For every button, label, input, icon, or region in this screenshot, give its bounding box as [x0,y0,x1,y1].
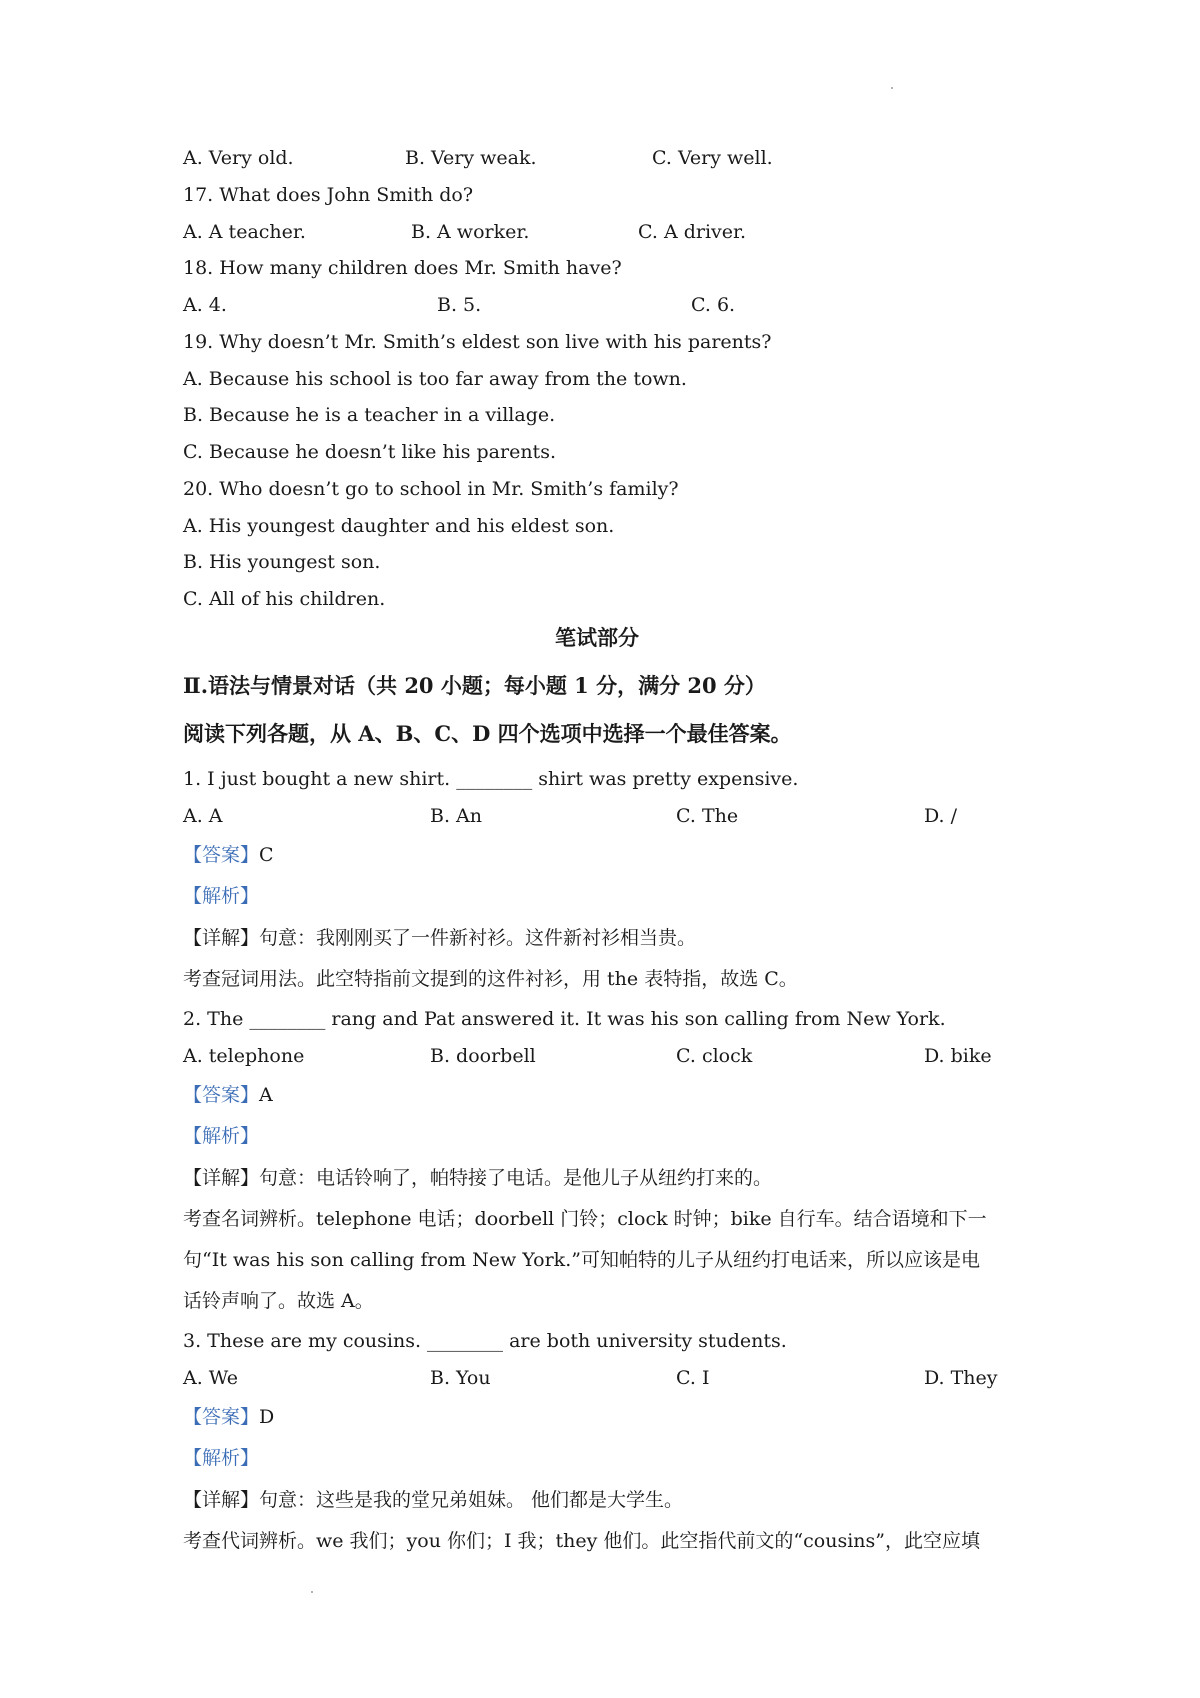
w1-option-b: B. An [430,805,482,827]
q20-option-b: B. His youngest son. [183,551,381,573]
section-title: 笔试部分 [555,625,639,650]
w2-option-d: D. bike [924,1045,992,1067]
q20-option-c: C. All of his children. [183,588,386,610]
w2-answer-line [183,1083,273,1107]
w2-option-c: C. clock [676,1045,753,1067]
w2-analysis-tag: 【解析】 [183,1125,260,1147]
w2-explanation-2: 句“It was his son calling from New York.”可知帕特的儿子从纽约打电话来，所以应该是电 [183,1249,980,1271]
q16-option-a: A. Very old. [183,147,294,169]
q17-option-c: C. A driver. [638,221,747,243]
w2-explanation-3: 话铃声响了。故选 A。 [183,1290,374,1312]
w1-detail: 句意：我刚刚买了一件新衬衫。这件新衬衫相当贵。 [259,927,697,949]
section2-title: Ⅱ.语法与情景对话（共 20 小题；每小题 1 分，满分 20 分） [183,673,766,698]
section2-instruction: 阅读下列各题，从 A、B、C、D 四个选项中选择一个最佳答案。 [183,721,792,746]
q20-option-a: A. His youngest daughter and his eldest son. [183,515,615,537]
w3-explanation: 考查代词辨析。we 我们；you 你们；I 我；they 他们。此空指代前文的“cousins”，此空应填 [183,1530,980,1552]
w2-detail-tag: 【详解】 [183,1167,260,1189]
w2-answer: A [259,1084,273,1106]
w1-analysis-tag: 【解析】 [183,885,260,907]
q16-option-c: C. Very well. [652,147,773,169]
w3-detail-tag: 【详解】 [183,1489,260,1511]
w2-option-b: B. doorbell [430,1045,536,1067]
w1-answer-tag: 【答案】 [183,844,260,866]
w2-detail-line [183,1166,772,1190]
w3-detail: 句意：这些是我的堂兄弟姐妹。 他们都是大学生。 [259,1489,684,1511]
w2-explanation-1: 考查名词辨析。telephone 电话；doorbell 门铃；clock 时钟；bike 自行车。结合语境和下一 [183,1208,987,1230]
w1-option-a: A. A [183,805,223,827]
w3-option-a: A. We [183,1367,239,1389]
w3-option-c: C. I [676,1367,710,1389]
w1-answer-line [183,843,274,867]
w3-option-d: D. They [924,1367,998,1389]
w3-answer-tag: 【答案】 [183,1406,260,1428]
w2-detail: 句意：电话铃响了，帕特接了电话。是他儿子从纽约打来的。 [259,1167,773,1189]
w3-answer: D [259,1406,275,1428]
w1-answer: C [259,844,274,866]
scan-dot-bottom [311,1591,313,1593]
w1-option-d: D. / [924,805,958,827]
w2-option-a: A. telephone [183,1045,305,1067]
q20-question: 20. Who doesn’t go to school in Mr. Smith’s family? [183,478,679,500]
w1-detail-tag: 【详解】 [183,927,260,949]
w2-question: 2. The ________ rang and Pat answered it. It was his son calling from New York. [183,1008,946,1030]
w3-analysis-tag: 【解析】 [183,1447,260,1469]
q17-option-a: A. A teacher. [183,221,306,243]
w1-explanation: 考查冠词用法。此空特指前文提到的这件衬衫，用 the 表特指，故选 C。 [183,968,798,990]
q19-option-a: A. Because his school is too far away from the town. [183,368,687,390]
w3-option-b: B. You [430,1367,491,1389]
q18-option-a: A. 4. [183,294,227,316]
w2-answer-tag: 【答案】 [183,1084,260,1106]
w3-question: 3. These are my cousins. ________ are both university students. [183,1330,787,1352]
q18-option-b: B. 5. [437,294,482,316]
q18-option-c: C. 6. [691,294,736,316]
q17-option-b: B. A worker. [411,221,530,243]
w1-detail-line [183,926,696,950]
q18-question: 18. How many children does Mr. Smith have? [183,257,622,279]
q19-option-b: B. Because he is a teacher in a village. [183,404,556,426]
q17-question: 17. What does John Smith do? [183,184,474,206]
w1-question: 1. I just bought a new shirt. ________ shirt was pretty expensive. [183,768,799,790]
q16-option-b: B. Very weak. [405,147,537,169]
w1-option-c: C. The [676,805,739,827]
w3-answer-line [183,1405,274,1429]
q19-option-c: C. Because he doesn’t like his parents. [183,441,556,463]
q19-question: 19. Why doesn’t Mr. Smith’s eldest son live with his parents? [183,331,772,353]
scan-dot-top [891,87,893,89]
w3-detail-line [183,1488,683,1512]
